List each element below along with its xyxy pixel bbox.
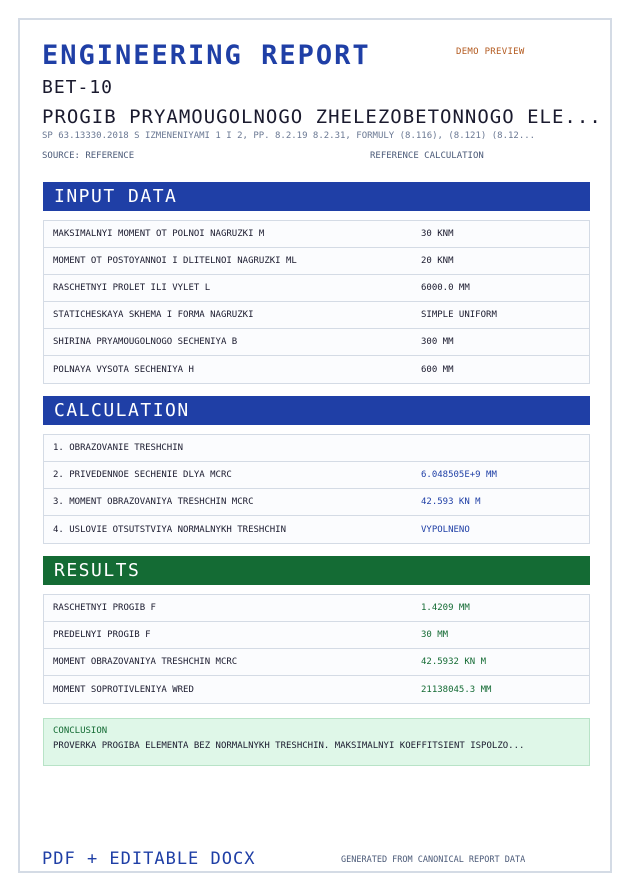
results-header: RESULTS: [43, 556, 590, 585]
row-value: 42.593 KN M: [421, 497, 481, 507]
table-row: [44, 435, 589, 462]
norms-reference: SP 63.13330.2018 S IZMENENIYAMI 1 I 2, PP. 8.2.19 8.2.31, FORMULY (8.116), (8.121) (8.12...: [42, 131, 536, 141]
table-row: [44, 676, 589, 703]
report-code: BET-10: [42, 77, 114, 98]
row-label: RASCHETNYI PROLET ILI VYLET L: [53, 283, 211, 293]
row-label: RASCHETNYI PROGIB F: [53, 603, 156, 613]
row-value: 21138045.3 MM: [421, 684, 492, 695]
row-label: PREDELNYI PROGIB F: [53, 630, 151, 640]
row-value: 6000.0 MM: [421, 283, 470, 293]
row-value: 6.048505E+9 MM: [421, 470, 497, 480]
row-value: SIMPLE UNIFORM: [421, 310, 497, 320]
row-label: MAKSIMALNYI MOMENT OT POLNOI NAGRUZKI M: [53, 229, 265, 239]
export-format-label: PDF + EDITABLE DOCX: [42, 849, 256, 869]
source-label: SOURCE: REFERENCE: [42, 151, 135, 161]
row-value: 42.5932 KN M: [421, 657, 487, 667]
row-value: 30 KNM: [421, 229, 454, 239]
reference-calculation-label: REFERENCE CALCULATION: [370, 151, 484, 161]
row-value: 300 MM: [421, 337, 454, 347]
input-data-header: INPUT DATA: [43, 182, 590, 211]
row-label: 3. MOMENT OBRAZOVANIYA TRESHCHIN MCRC: [53, 497, 254, 507]
table-row: [44, 516, 589, 543]
report-subtitle: PROGIB PRYAMOUGOLNOGO ZHELEZOBETONNOGO ELE...: [42, 106, 602, 128]
row-label: 2. PRIVEDENNOE SECHENIE DLYA MCRC: [53, 470, 232, 480]
generated-note: GENERATED FROM CANONICAL REPORT DATA: [341, 855, 526, 865]
calculation-table: [43, 434, 590, 544]
table-row: [44, 275, 589, 302]
table-row: [44, 221, 589, 248]
table-row: [44, 622, 589, 649]
demo-badge: DEMO PREVIEW: [456, 47, 525, 57]
table-row: [44, 248, 589, 275]
row-label: 4. USLOVIE OTSUTSTVIYA NORMALNYKH TRESHCHIN: [53, 524, 286, 535]
row-label: STATICHESKAYA SKHEMA I FORMA NAGRUZKI: [53, 310, 254, 320]
row-value: 600 MM: [421, 364, 454, 375]
row-label: MOMENT OBRAZOVANIYA TRESHCHIN MCRC: [53, 657, 238, 667]
input-data-table: [43, 220, 590, 384]
conclusion-box: [43, 718, 590, 766]
table-row: [44, 302, 589, 329]
row-value: 1.4209 MM: [421, 603, 470, 613]
row-value: 30 MM: [421, 630, 449, 640]
table-row: [44, 329, 589, 356]
table-row: [44, 462, 589, 489]
report-sheet: [18, 18, 612, 873]
row-value: 20 KNM: [421, 256, 454, 266]
table-row: [44, 649, 589, 676]
table-row: [44, 356, 589, 383]
conclusion-title: CONCLUSION: [53, 726, 108, 736]
report-title: ENGINEERING REPORT: [42, 40, 371, 71]
row-label: POLNAYA VYSOTA SECHENIYA H: [53, 364, 194, 375]
table-row: [44, 595, 589, 622]
conclusion-text: PROVERKA PROGIBA ELEMENTA BEZ NORMALNYKH TRESHCHIN. MAKSIMALNYI KOEFFITSIENT ISPOLZO...: [53, 741, 525, 751]
calculation-header: CALCULATION: [43, 396, 590, 425]
row-label: MOMENT SOPROTIVLENIYA WRED: [53, 684, 194, 695]
table-row: [44, 489, 589, 516]
results-table: [43, 594, 590, 704]
row-label: 1. OBRAZOVANIE TRESHCHIN: [53, 443, 184, 453]
row-label: SHIRINA PRYAMOUGOLNOGO SECHENIYA B: [53, 337, 238, 347]
row-value: VYPOLNENO: [421, 524, 470, 535]
row-label: MOMENT OT POSTOYANNOI I DLITELNOI NAGRUZKI ML: [53, 256, 297, 266]
